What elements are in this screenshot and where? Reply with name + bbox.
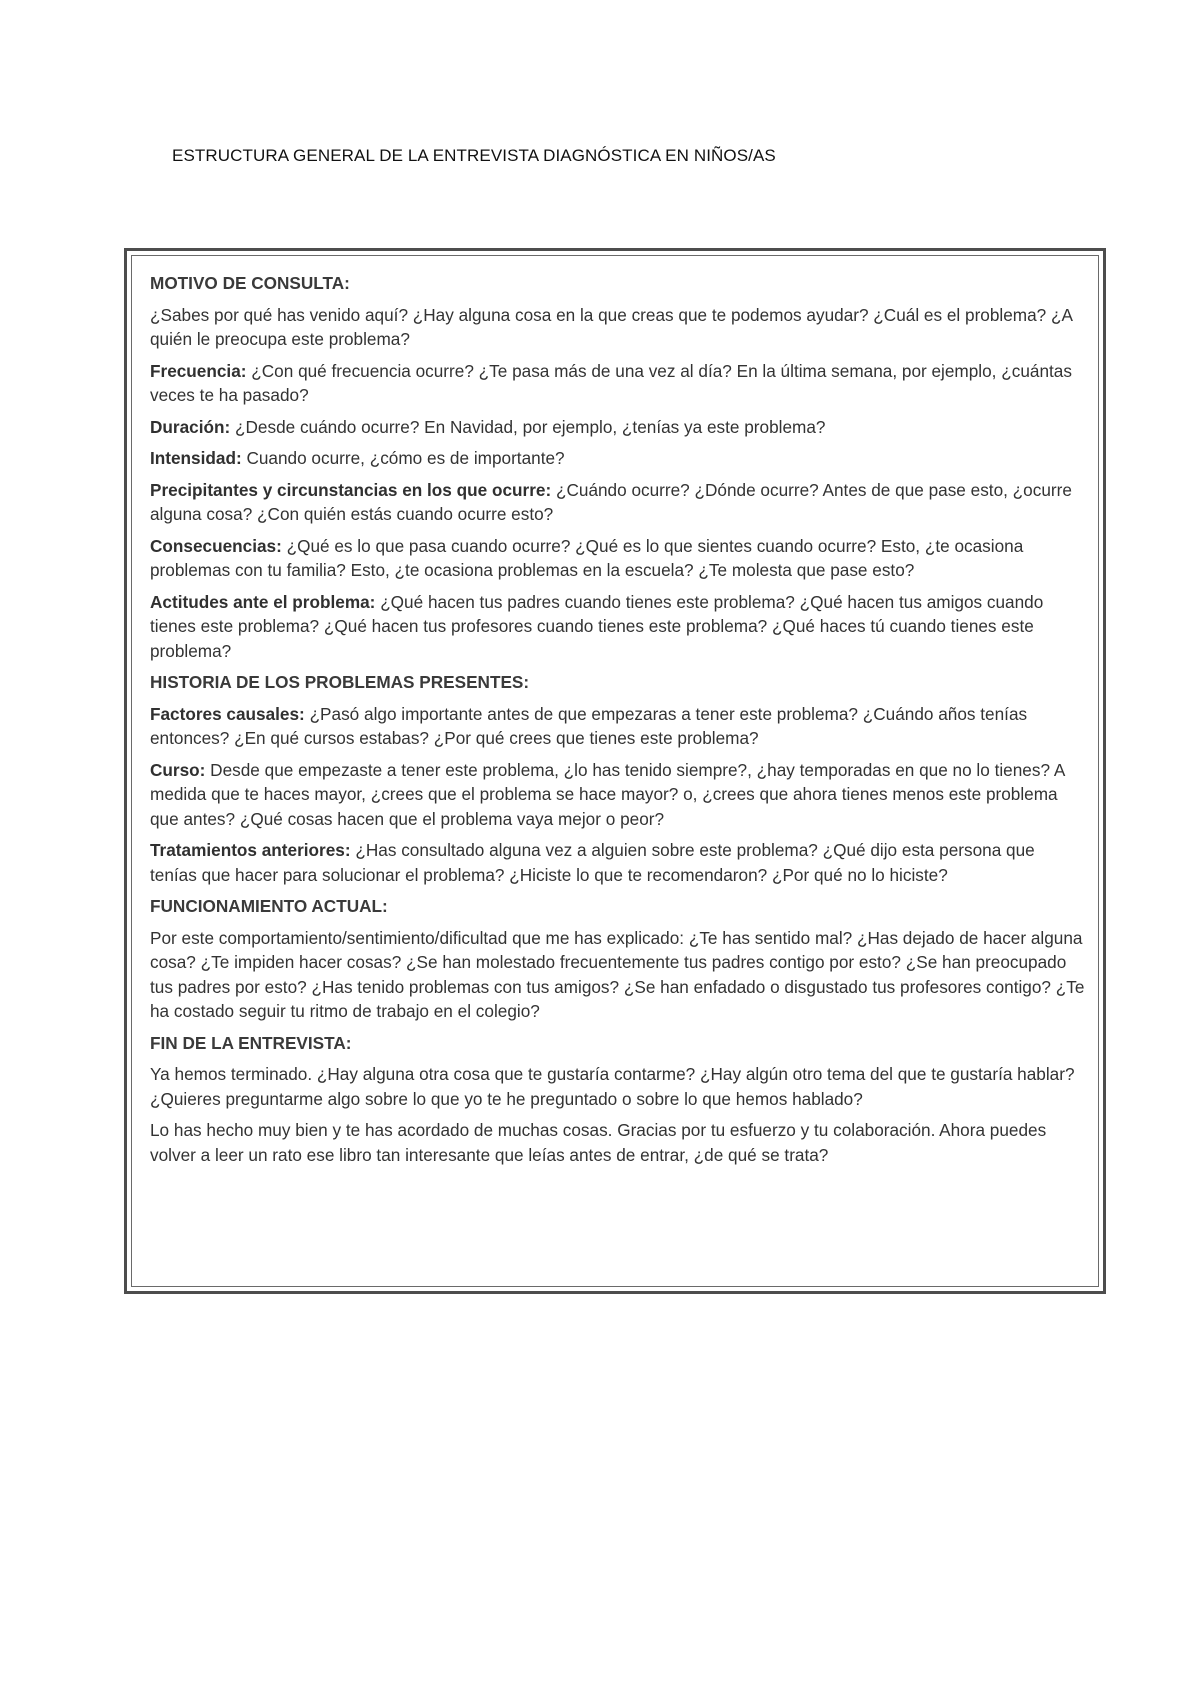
paragraph-label: Actitudes ante el problema: xyxy=(150,591,376,612)
question-paragraph xyxy=(150,1118,1085,1167)
paragraph-label: Intensidad: xyxy=(150,448,242,468)
paragraph-text: ¿Desde cuándo ocurre? En Navidad, por ejemplo, ¿tenías ya este problema? xyxy=(235,416,826,437)
section-heading: FUNCIONAMIENTO ACTUAL: xyxy=(150,896,388,916)
question-paragraph xyxy=(150,478,1085,527)
paragraph-label: Duración: xyxy=(150,416,231,437)
question-paragraph xyxy=(150,415,1085,440)
paragraph-label: Factores causales: xyxy=(150,703,305,724)
paragraph-text: ¿Qué es lo que pasa cuando ocurre? ¿Qué es lo que sientes cuando ocurre? Esto, ¿te ocasiona problemas con tu familia? Esto, ¿te ocasiona problemas en la escuela? ¿Te molesta que pase esto? xyxy=(150,535,1024,580)
paragraph-text: ¿Con qué frecuencia ocurre? ¿Te pasa más de una vez al día? En la última semana, por ejemplo, ¿cuántas veces te ha pasado? xyxy=(150,360,1072,405)
question-paragraph xyxy=(150,359,1085,408)
section-heading: MOTIVO DE CONSULTA: xyxy=(150,273,350,293)
section-heading: FIN DE LA ENTREVISTA: xyxy=(150,1032,352,1053)
paragraph-text: Por este comportamiento/sentimiento/dificultad que me has explicado: ¿Te has sentido mal? ¿Has dejado de hacer alguna cosa? ¿Te impiden hacer cosas? ¿Se han molestado frecuentemente tus padres contigo por esto? ¿Se han preocupado tus padres por esto? ¿Has tenido problemas con tus amigos? ¿Se han enfadado o disgustado tus profesores contigo? ¿Te ha costado seguir tu ritmo de trabajo en el colegio? xyxy=(150,927,1085,1021)
interview-content xyxy=(150,271,1085,1174)
section xyxy=(150,670,1085,887)
paragraph-text: ¿Cuándo ocurre? ¿Dónde ocurre? Antes de que pase esto, ¿ocurre alguna cosa? ¿Con quién estás cuando ocurre esto? xyxy=(150,479,1072,524)
paragraph-text: ¿Qué hacen tus padres cuando tienes este problema? ¿Qué hacen tus amigos cuando tienes este problema? ¿Qué hacen tus profesores cuando tienes este problema? ¿Qué haces tú cuando tienes este problema? xyxy=(150,591,1044,661)
paragraph-text: Lo has hecho muy bien y te has acordado de muchas cosas. Gracias por tu esfuerzo y tu colaboración. Ahora puedes volver a leer un rato ese libro tan interesante que leías antes de entrar, ¿de qué se trata? xyxy=(150,1120,1047,1165)
paragraph-label: Curso: xyxy=(150,759,206,780)
question-paragraph xyxy=(150,534,1085,583)
paragraph-text: ¿Sabes por qué has venido aquí? ¿Hay alguna cosa en la que creas que te podemos ayudar? ¿Cuál es el problema? ¿A quién le preocupa este problema? xyxy=(150,304,1073,349)
paragraph-label: Tratamientos anteriores: xyxy=(150,840,351,860)
question-paragraph xyxy=(150,590,1085,664)
question-paragraph xyxy=(150,446,1085,471)
section xyxy=(150,894,1085,1024)
interview-box xyxy=(124,248,1106,1294)
question-paragraph xyxy=(150,303,1085,352)
paragraph-text: ¿Pasó algo importante antes de que empezaras a tener este problema? ¿Cuándo años tenías entonces? ¿En qué cursos estabas? ¿Por qué crees que tienes este problema? xyxy=(150,703,1028,748)
paragraph-text: Cuando ocurre, ¿cómo es de importante? xyxy=(246,448,565,468)
paragraph-label: Precipitantes y circunstancias en los que ocurre: xyxy=(150,479,552,500)
question-paragraph xyxy=(150,758,1085,832)
paragraph-text: Desde que empezaste a tener este problema, ¿lo has tenido siempre?, ¿hay temporadas en que no lo tienes? A medida que te haces mayor, ¿crees que el problema se hace mayor? o, ¿crees que ahora tienes menos este problema que antes? ¿Qué cosas hacen que el problema vaya mejor o peor? xyxy=(150,759,1065,829)
paragraph-label: Consecuencias: xyxy=(150,535,282,556)
section xyxy=(150,1031,1085,1168)
section-heading: HISTORIA DE LOS PROBLEMAS PRESENTES: xyxy=(150,672,530,692)
question-paragraph xyxy=(150,1062,1085,1111)
document-title: ESTRUCTURA GENERAL DE LA ENTREVISTA DIAGNÓSTICA EN NIÑOS/AS xyxy=(172,146,776,165)
question-paragraph xyxy=(150,838,1085,887)
paragraph-label: Frecuencia: xyxy=(150,360,247,381)
paragraph-text: Ya hemos terminado. ¿Hay alguna otra cosa que te gustaría contarme? ¿Hay algún otro tema del que te gustaría hablar? ¿Quieres preguntarme algo sobre lo que yo te he preguntado o sobre lo que hemos hablado? xyxy=(150,1064,1075,1109)
question-paragraph xyxy=(150,702,1085,751)
section xyxy=(150,271,1085,663)
paragraph-text: ¿Has consultado alguna vez a alguien sobre este problema? ¿Qué dijo esta persona que tenías que hacer para solucionar el problema? ¿Hiciste lo que te recomendaron? ¿Por qué no lo hiciste? xyxy=(150,840,1035,885)
question-paragraph xyxy=(150,926,1085,1024)
